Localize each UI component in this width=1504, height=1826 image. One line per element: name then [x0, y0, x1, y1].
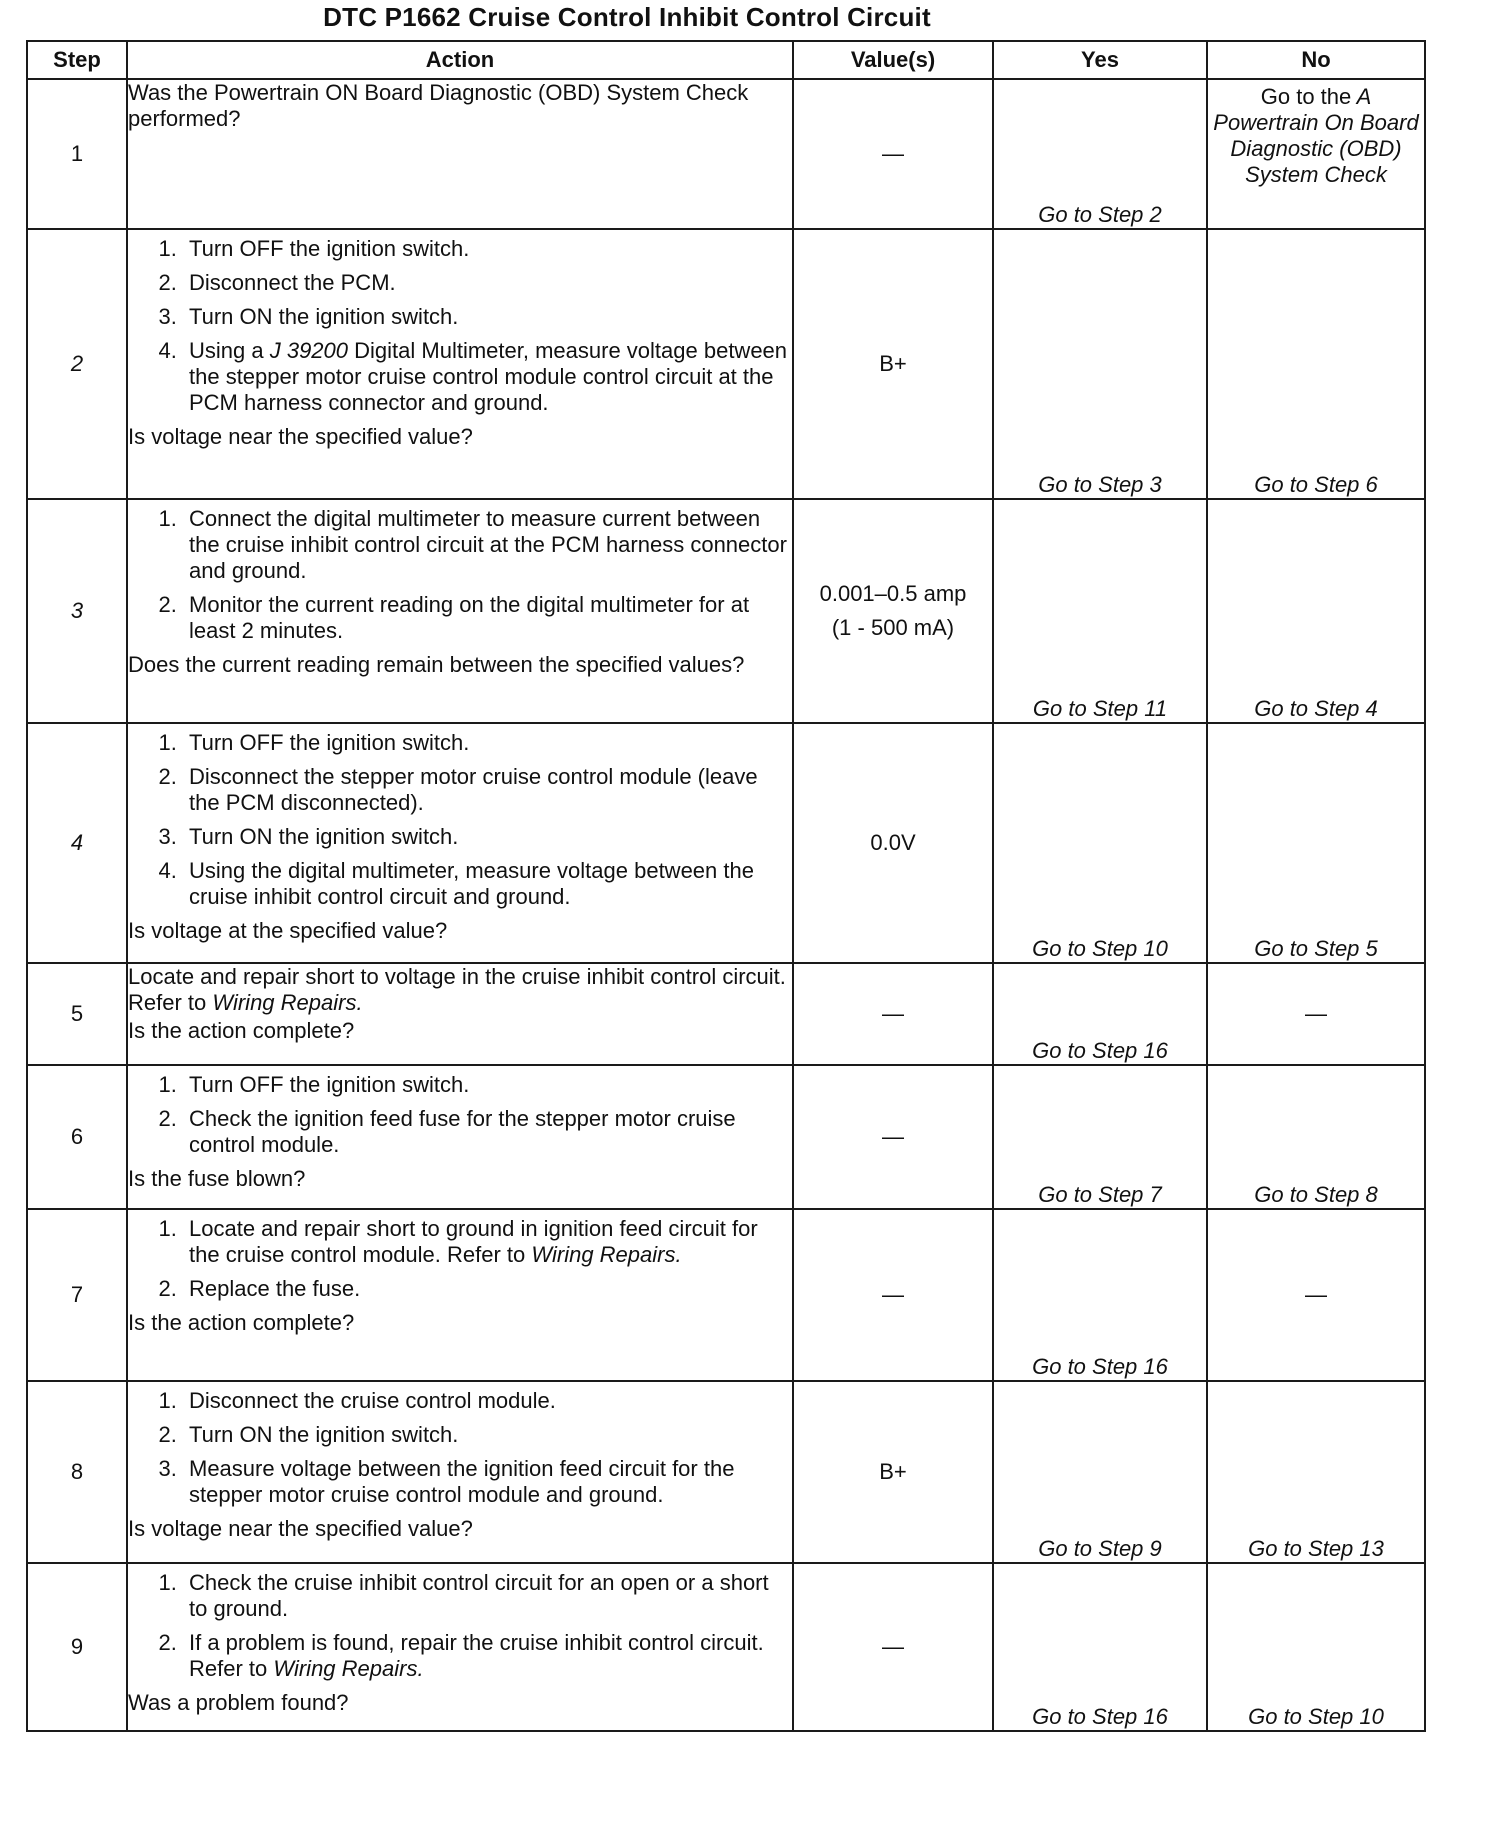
no-cell: Go to Step 4	[1207, 499, 1425, 723]
yes-cell: Go to Step 3	[993, 229, 1207, 499]
list-item: 3. Turn ON the ignition switch.	[183, 304, 792, 330]
action-cell	[127, 499, 793, 723]
item-prefix: Locate and repair short to ground in ignition feed circuit for the cruise control module. Refer to	[189, 1216, 758, 1267]
action-cell	[127, 963, 793, 1065]
table-row	[27, 499, 1425, 723]
list-item: 2. Disconnect the PCM.	[183, 270, 792, 296]
step-number: 7	[27, 1209, 127, 1381]
value-cell: —	[793, 963, 993, 1065]
action-question: Is the fuse blown?	[128, 1166, 306, 1191]
table-row	[27, 1563, 1425, 1731]
table-row	[27, 229, 1425, 499]
diagnostic-table	[26, 40, 1426, 1732]
list-item: 1. Turn OFF the ignition switch.	[183, 730, 792, 756]
action-list	[128, 1570, 792, 1682]
action-question: Is voltage near the specified value?	[128, 1516, 473, 1541]
table-row	[27, 723, 1425, 963]
step-number: 3	[27, 499, 127, 723]
value-cell: —	[793, 1209, 993, 1381]
list-item: 1. Connect the digital multimeter to measure current between the cruise inhibit control circuit at the PCM harness connector and ground.	[183, 506, 792, 584]
yes-cell: Go to Step 11	[993, 499, 1207, 723]
list-item: 2. Replace the fuse.	[183, 1276, 792, 1302]
step-number: 5	[27, 963, 127, 1065]
list-item: 1. Turn OFF the ignition switch.	[183, 1072, 792, 1098]
table-row	[27, 1209, 1425, 1381]
list-item: 2. Disconnect the stepper motor cruise control module (leave the PCM disconnected).	[183, 764, 792, 816]
value-cell: B+	[793, 229, 993, 499]
table-row	[27, 963, 1425, 1065]
value-cell: —	[793, 1563, 993, 1731]
action-list	[128, 1216, 792, 1302]
table-row	[27, 1065, 1425, 1209]
no-cell: Go to Step 8	[1207, 1065, 1425, 1209]
action-list	[128, 1388, 792, 1508]
no-cell: —	[1207, 1209, 1425, 1381]
list-item: 2. Monitor the current reading on the digital multimeter for at least 2 minutes.	[183, 592, 792, 644]
reference-link: Wiring Repairs.	[273, 1656, 424, 1681]
action-text-prefix: Locate and repair short to voltage in the cruise inhibit control circuit. Refer to	[128, 964, 786, 1015]
item-rest: Digital Multimeter, measure voltage between the stepper motor cruise control module control circuit at the PCM harness connector and ground.	[189, 338, 788, 415]
value-range-ma: (1 - 500 mA)	[831, 615, 955, 640]
no-prefix: Go to the	[1260, 84, 1352, 109]
tool-name: J 39200	[269, 338, 349, 363]
list-item	[183, 338, 792, 416]
yes-cell: Go to Step 7	[993, 1065, 1207, 1209]
list-item: 1. Turn OFF the ignition switch.	[183, 236, 792, 262]
list-item: 2. Check the ignition feed fuse for the stepper motor cruise control module.	[183, 1106, 792, 1158]
step-number: 9	[27, 1563, 127, 1731]
value-cell: —	[793, 1065, 993, 1209]
step-number: 4	[27, 723, 127, 963]
list-item: 3. Measure voltage between the ignition feed circuit for the stepper motor cruise control module and ground.	[183, 1456, 792, 1508]
yes-cell: Go to Step 16	[993, 963, 1207, 1065]
no-cell: —	[1207, 963, 1425, 1065]
action-cell	[127, 1209, 793, 1381]
yes-cell: Go to Step 10	[993, 723, 1207, 963]
list-item	[183, 1216, 792, 1268]
yes-cell: Go to Step 9	[993, 1381, 1207, 1563]
no-cell: Go to Step 10	[1207, 1563, 1425, 1731]
no-cell: Go to Step 5	[1207, 723, 1425, 963]
action-cell	[127, 79, 793, 229]
list-item: 4. Using the digital multimeter, measure voltage between the cruise inhibit control circuit and ground.	[183, 858, 792, 910]
list-item: 2. Turn ON the ignition switch.	[183, 1422, 792, 1448]
step-number: 8	[27, 1381, 127, 1563]
reference-link: Wiring Repairs.	[212, 990, 363, 1015]
value-cell: B+	[793, 1381, 993, 1563]
action-list	[128, 1072, 792, 1158]
action-question: Does the current reading remain between the specified values?	[128, 652, 745, 677]
value-range: 0.001–0.5 amp	[819, 581, 967, 606]
action-cell	[127, 723, 793, 963]
action-cell	[127, 229, 793, 499]
yes-cell: Go to Step 16	[993, 1209, 1207, 1381]
action-text: Was the Powertrain ON Board Diagnostic (OBD) System Check performed?	[128, 80, 749, 131]
no-cell: Go to Step 13	[1207, 1381, 1425, 1563]
header-action: Action	[127, 41, 793, 79]
yes-cell: Go to Step 2	[993, 79, 1207, 229]
no-cell: Go to Step 6	[1207, 229, 1425, 499]
step-number: 2	[27, 229, 127, 499]
table-row	[27, 1381, 1425, 1563]
list-item: 1. Disconnect the cruise control module.	[183, 1388, 792, 1414]
header-yes: Yes	[993, 41, 1207, 79]
action-question: Is voltage at the specified value?	[128, 918, 448, 943]
no-cell	[1207, 79, 1425, 229]
step-number: 1	[27, 79, 127, 229]
action-cell	[127, 1065, 793, 1209]
action-cell	[127, 1563, 793, 1731]
yes-cell: Go to Step 16	[993, 1563, 1207, 1731]
value-cell: —	[793, 79, 993, 229]
table-header-row	[27, 41, 1425, 79]
item-prefix: If a problem is found, repair the cruise inhibit control circuit. Refer to	[189, 1630, 764, 1681]
item-prefix: Using a	[189, 338, 264, 363]
action-question: Is the action complete?	[128, 1018, 355, 1043]
header-step: Step	[27, 41, 127, 79]
action-question: Is voltage near the specified value?	[128, 424, 473, 449]
action-question: Is the action complete?	[128, 1310, 355, 1335]
action-list	[128, 236, 792, 416]
list-item	[183, 1630, 792, 1682]
value-cell	[793, 499, 993, 723]
header-no: No	[1207, 41, 1425, 79]
action-cell	[127, 1381, 793, 1563]
action-list	[128, 506, 792, 644]
page-title: DTC P1662 Cruise Control Inhibit Control Circuit	[323, 2, 931, 32]
action-question: Was a problem found?	[128, 1690, 349, 1715]
action-text	[128, 964, 792, 1016]
action-list	[128, 730, 792, 910]
table-row	[27, 79, 1425, 229]
header-values: Value(s)	[793, 41, 993, 79]
no-link: A Powertrain On Board Diagnostic (OBD) System Check	[1213, 84, 1419, 187]
list-item: 3. Turn ON the ignition switch.	[183, 824, 792, 850]
list-item: 1. Check the cruise inhibit control circuit for an open or a short to ground.	[183, 1570, 792, 1622]
value-cell: 0.0V	[793, 723, 993, 963]
reference-link: Wiring Repairs.	[531, 1242, 682, 1267]
step-number: 6	[27, 1065, 127, 1209]
